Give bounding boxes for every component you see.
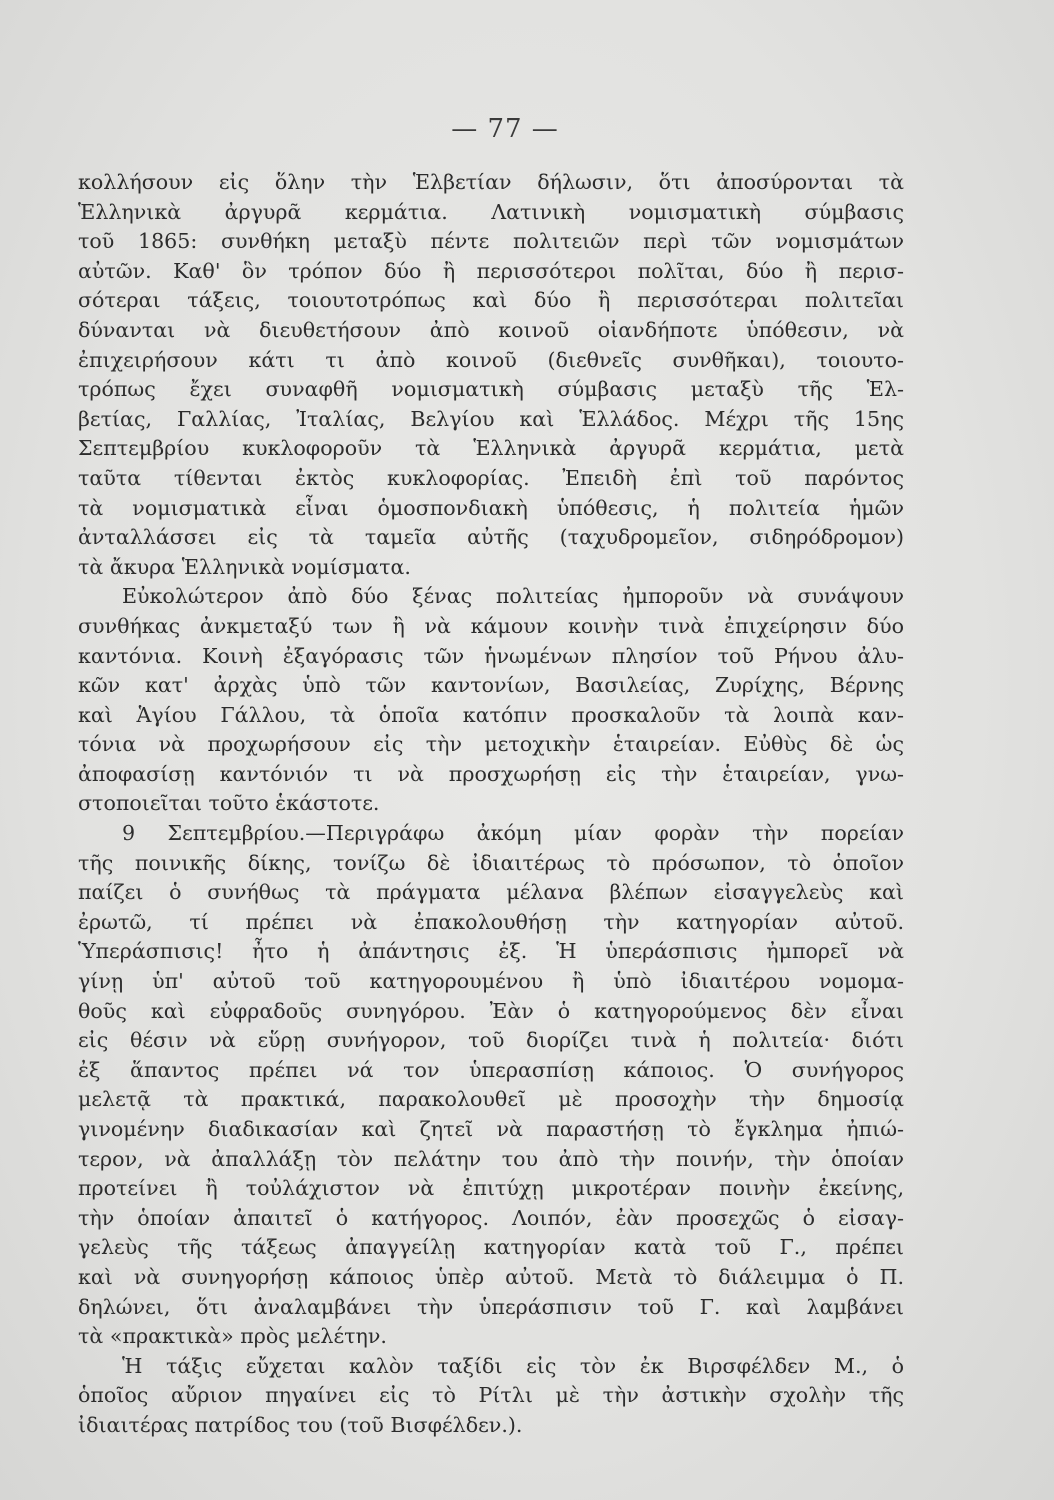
text-line: ἐξ ἅπαντος πρέπει νά τον ὑπερασπίσῃ κάποιος. Ὁ συνήγορος [78, 1057, 904, 1082]
text-line: κῶν κατ' ἀρχὰς ὑπὸ τῶν καντονίων, Βασιλείας, Ζυρίχης, Βέρνης [78, 673, 904, 698]
text-line: βετίας, Γαλλίας, Ἰταλίας, Βελγίου καὶ Ἑλλάδος. Μέχρι τῆς 15ης [78, 406, 904, 431]
text-line: ταῦτα τίθενται ἐκτὸς κυκλοφορίας. Ἐπειδὴ ἐπὶ τοῦ παρόντος [78, 465, 904, 490]
text-line: ἰδιαιτέρας πατρίδος του (τοῦ Βισφέλδεν.). [78, 1412, 523, 1437]
text-line: καντόνια. Κοινὴ ἐξαγόρασις τῶν ἡνωμένων πλησίον τοῦ Ρήνου ἀλυ- [78, 643, 904, 668]
text-line: τοῦ 1865: συνθήκη μεταξὺ πέντε πολιτειῶν περὶ τῶν νομισμάτων [78, 229, 904, 254]
text-line: θοῦς καὶ εὐφραδοῦς συνηγόρου. Ἐὰν ὁ κατηγορούμενος δὲν εἶναι [78, 998, 904, 1023]
text-line: τερον, νὰ ἀπαλλάξῃ τὸν πελάτην του ἀπὸ τὴν ποινήν, τὴν ὁποίαν [78, 1146, 904, 1171]
body-text [78, 168, 904, 1441]
text-line: Εὐκολώτερον ἀπὸ δύο ξένας πολιτείας ἠμποροῦν νὰ συνάψουν [122, 584, 904, 609]
text-line: Ὑπεράσπισις! ἦτο ἡ ἀπάντησις ἐξ. Ἡ ὑπεράσπισις ἠμπορεῖ νὰ [78, 939, 904, 964]
text-line: ἐπιχειρήσουν κάτι τι ἀπὸ κοινοῦ (διεθνεῖς συνθῆκαι), τοιουτο- [78, 347, 904, 372]
text-line: τὴν ὁποίαν ἀπαιτεῖ ὁ κατήγορος. Λοιπόν, ἐὰν προσεχῶς ὁ εἰσαγ- [78, 1205, 904, 1230]
text-line: εἰς θέσιν νὰ εὕρῃ συνήγορον, τοῦ διορίζει τινὰ ἡ πολιτεία· διότι [78, 1028, 904, 1053]
text-line: παίζει ὁ συνήθως τὰ πράγματα μέλανα βλέπων εἰσαγγελεὺς καὶ [78, 880, 904, 905]
text-line: Σεπτεμβρίου κυκλοφοροῦν τὰ Ἑλληνικὰ ἀργυρᾶ κερμάτια, μετὰ [78, 436, 904, 461]
text-line: ἀποφασίσῃ καντόνιόν τι νὰ προσχωρήσῃ εἰς τὴν ἑταιρείαν, γνω- [78, 761, 904, 786]
text-line: γινομένην διαδικασίαν καὶ ζητεῖ νὰ παραστήσῃ τὸ ἔγκλημα ἠπιώ- [78, 1117, 904, 1141]
text-line: μελετᾷ τὰ πρακτικά, παρακολουθεῖ μὲ προσοχὴν τὴν δημοσίᾳ [78, 1087, 904, 1112]
text-line: προτείνει ἢ τοὐλάχιστον νὰ ἐπιτύχῃ μικροτέραν ποινὴν ἐκείνης, [78, 1176, 904, 1201]
text-line: αὐτῶν. Καθ' ὃν τρόπον δύο ἢ περισσότεροι πολῖται, δύο ἢ περισ- [78, 258, 904, 283]
text-line: ἀνταλλάσσει εἰς τὰ ταμεῖα αὐτῆς (ταχυδρομεῖον, σιδηρόδρομον) [78, 525, 904, 550]
text-line: ἐρωτῶ, τί πρέπει νὰ ἐπακολουθήσῃ τὴν κατηγορίαν αὐτοῦ. [78, 909, 904, 934]
text-line: τὰ νομισματικὰ εἶναι ὁμοσπονδιακὴ ὑπόθεσις, ἡ πολιτεία ἡμῶν [78, 495, 904, 520]
text-line: ὁποῖος αὔριον πηγαίνει εἰς τὸ Ρίτλι μὲ τὴν ἀστικὴν σχολὴν τῆς [78, 1383, 904, 1408]
text-line: σότεραι τάξεις, τοιουτοτρόπως καὶ δύο ἢ περισσότεραι πολιτεῖαι [78, 288, 904, 313]
page-number: — 77 — [451, 114, 559, 144]
text-line: γίνῃ ὑπ' αὐτοῦ τοῦ κατηγορουμένου ἢ ὑπὸ ἰδιαιτέρου νομομα- [78, 969, 904, 994]
text-line: δύνανται νὰ διευθετήσουν ἀπὸ κοινοῦ οἱανδήποτε ὑπόθεσιν, νὰ [78, 317, 904, 342]
text-line: συνθήκας ἀνκμεταξύ των ἢ νὰ κάμουν κοινὴν τινὰ ἐπιχείρησιν δύο [78, 613, 904, 638]
text-line: καὶ Ἁγίου Γάλλου, τὰ ὁποῖα κατόπιν προσκαλοῦν τὰ λοιπὰ καν- [78, 702, 904, 727]
text-line: τῆς ποινικῆς δίκης, τονίζω δὲ ἰδιαιτέρως τὸ πρόσωπον, τὸ ὁποῖον [78, 850, 904, 875]
text-line: τὰ «πρακτικὰ» πρὸς μελέτην. [78, 1324, 387, 1349]
text-line: τρόπως ἔχει συναφθῆ νομισματικὴ σύμβασις μεταξὺ τῆς Ἑλ- [78, 377, 904, 402]
text-line: δηλώνει, ὅτι ἀναλαμβάνει τὴν ὑπεράσπισιν τοῦ Γ. καὶ λαμβάνει [78, 1294, 904, 1319]
text-line: Ἑλληνικὰ ἀργυρᾶ κερμάτια. Λατινικὴ νομισματικὴ σύμβασις [78, 199, 904, 224]
text-line: τὰ ἄκυρα Ἑλληνικὰ νομίσματα. [78, 554, 411, 579]
text-line: 9 Σεπτεμβρίου.—Περιγράφω ἀκόμη μίαν φορὰν τὴν πορείαν [122, 821, 904, 846]
text-line: κολλήσουν εἰς ὅλην τὴν Ἑλβετίαν δήλωσιν, ὅτι ἀποσύρονται τὰ [78, 170, 904, 194]
text-line: γελεὺς τῆς τάξεως ἀπαγγείλῃ κατηγορίαν κατὰ τοῦ Γ., πρέπει [78, 1235, 904, 1260]
text-line: καὶ νὰ συνηγορήσῃ κάποιος ὑπὲρ αὐτοῦ. Μετὰ τὸ διάλειμμα ὁ Π. [78, 1264, 904, 1289]
text-line: Ἡ τάξις εὔχεται καλὸν ταξίδι εἰς τὸν ἐκ Βιρσφέλδεν Μ., ὁ [122, 1353, 904, 1378]
text-line: τόνια νὰ προχωρήσουν εἰς τὴν μετοχικὴν ἑταιρείαν. Εὐθὺς δὲ ὡς [78, 732, 904, 757]
text-line: στοποιεῖται τοῦτο ἑκάστοτε. [78, 791, 380, 816]
